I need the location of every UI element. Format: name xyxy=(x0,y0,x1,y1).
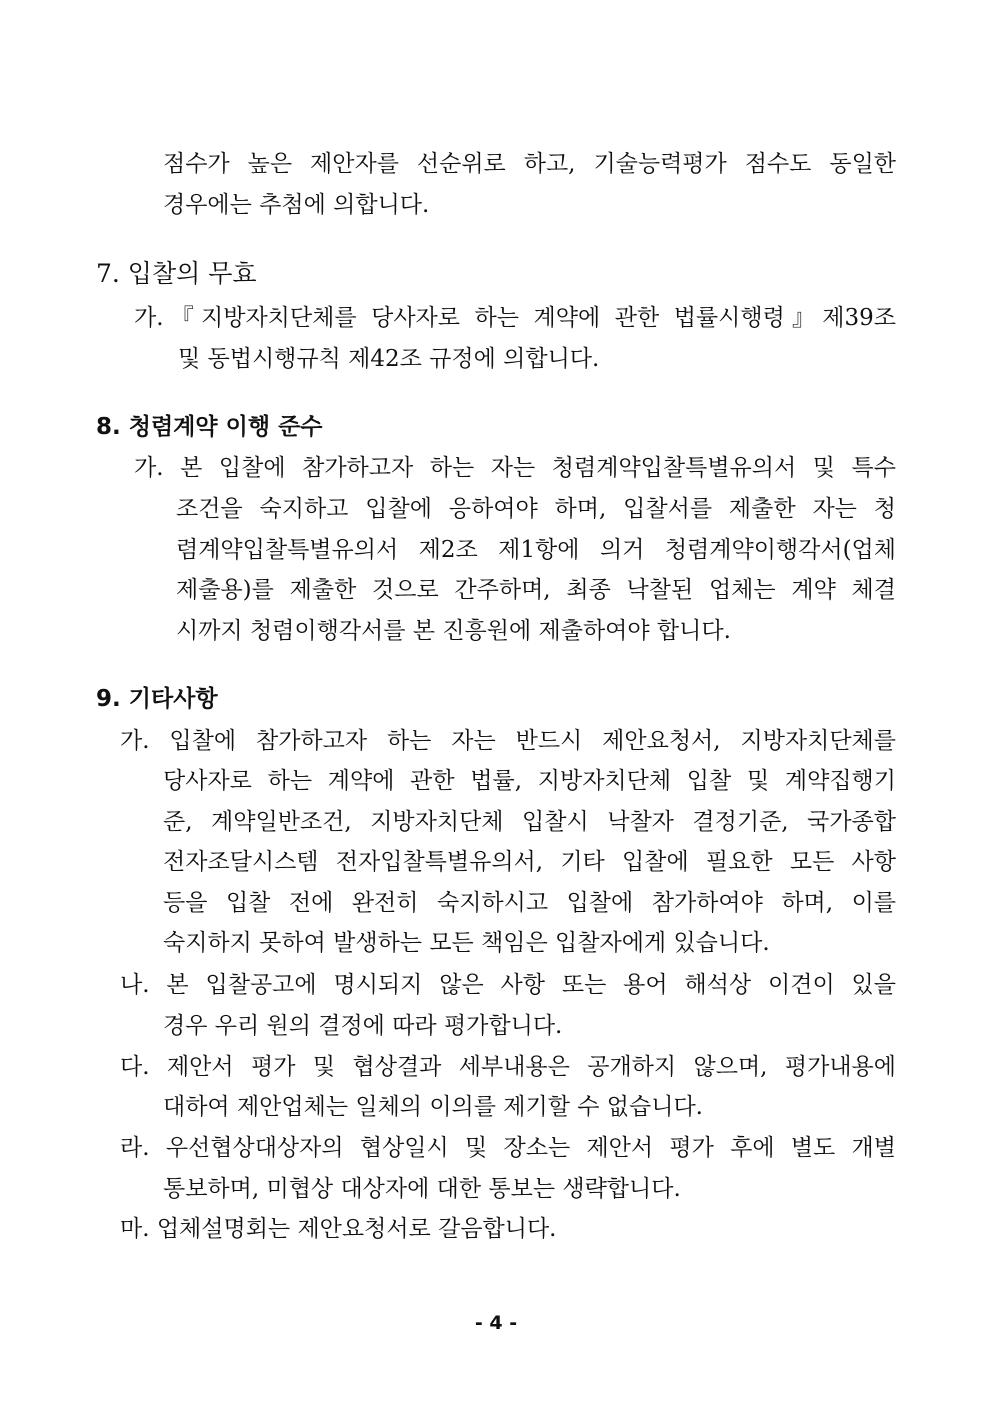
section-9-item-5-line-1: 마. 업체설명회는 제안요청서로 갈음합니다. xyxy=(120,1216,557,1242)
section-7-title: 7. 입찰의 무효 xyxy=(96,259,257,288)
section-9-item-3-line-2: 대하여 제안업체는 일체의 이의를 제기할 수 없습니다. xyxy=(163,1094,703,1120)
section-9-item-1-line-5: 등을 입찰 전에 완전히 숙지하시고 입찰에 참가하여야 하며, 이를 xyxy=(163,890,896,916)
section-8-item-1-line-4: 제출용)를 제출한 것으로 간주하며, 최종 낙찰된 업체는 계약 체결 xyxy=(176,577,896,603)
section-9-item-4-line-1: 라. 우선협상대상자의 협상일시 및 장소는 제안서 평가 후에 별도 개별 xyxy=(120,1135,896,1161)
section-9-item-1-line-6: 숙지하지 못하여 발생하는 모든 책임은 입찰자에게 있습니다. xyxy=(163,930,770,956)
intro-line-1: 점수가 높은 제안자를 선순위로 하고, 기술능력평가 점수도 동일한 xyxy=(163,151,896,177)
section-9-item-1-line-1: 가. 입찰에 참가하고자 하는 자는 반드시 제안요청서, 지방자치단체를 xyxy=(120,728,896,754)
section-9-item-2-line-1: 나. 본 입찰공고에 명시되지 않은 사항 또는 용어 해석상 이견이 있을 xyxy=(120,972,896,998)
section-8-item-1-line-3: 렴계약입찰특별유의서 제2조 제1항에 의거 청렴계약이행각서(업체 xyxy=(176,537,896,563)
section-9-title: 9. 기타사항 xyxy=(96,686,218,712)
section-9-item-3-line-1: 다. 제안서 평가 및 협상결과 세부내용은 공개하지 않으며, 평가내용에 xyxy=(120,1054,896,1080)
section-9-item-1-line-4: 전자조달시스템 전자입찰특별유의서, 기타 입찰에 필요한 모든 사항 xyxy=(163,849,896,875)
section-8-item-1-line-5: 시까지 청렴이행각서를 본 진흥원에 제출하여야 합니다. xyxy=(176,618,731,644)
section-8-title: 8. 청렴계약 이행 준수 xyxy=(96,414,323,440)
section-7-item-1-line-1: 가.『지방자치단체를 당사자로 하는 계약에 관한 법률시행령』제39조 xyxy=(134,305,896,331)
section-9-item-2-line-2: 경우 우리 원의 결정에 따라 평가합니다. xyxy=(163,1013,563,1039)
intro-line-2: 경우에는 추첨에 의합니다. xyxy=(163,192,430,218)
section-9-item-1-line-2: 당사자로 하는 계약에 관한 법률, 지방자치단체 입찰 및 계약집행기 xyxy=(163,768,896,794)
section-8-item-1-line-1: 가. 본 입찰에 참가하고자 하는 자는 청렴계약입찰특별유의서 및 특수 xyxy=(134,455,896,481)
section-9-item-4-line-2: 통보하며, 미협상 대상자에 대한 통보는 생략합니다. xyxy=(163,1176,681,1202)
section-8-item-1-line-2: 조건을 숙지하고 입찰에 응하여야 하며, 입찰서를 제출한 자는 청 xyxy=(176,496,896,522)
page-number: - 4 - xyxy=(474,1312,518,1334)
section-7-item-1-line-2: 및 동법시행규칙 제42조 규정에 의합니다. xyxy=(178,346,600,372)
section-9-item-1-line-3: 준, 계약일반조건, 지방자치단체 입찰시 낙찰자 결정기준, 국가종합 xyxy=(163,809,896,835)
